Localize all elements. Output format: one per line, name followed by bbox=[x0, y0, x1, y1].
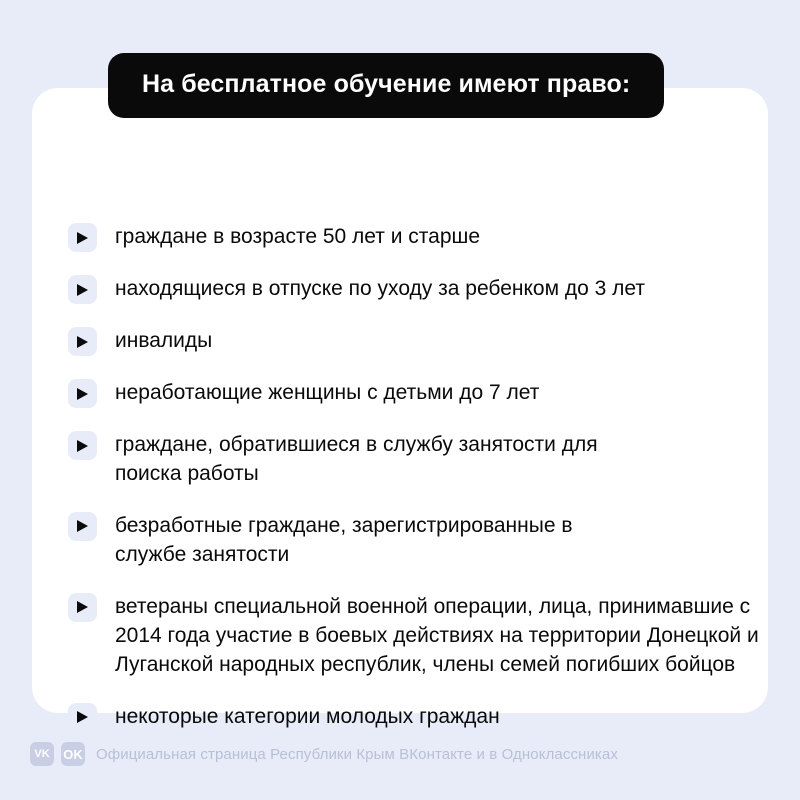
list-item bbox=[68, 702, 768, 732]
title-banner bbox=[108, 53, 664, 118]
footer-label: Официальная страница Республики Крым ВКонтакте и в Одноклассниках bbox=[96, 745, 618, 763]
list-item bbox=[68, 430, 768, 489]
play-triangle-icon bbox=[68, 223, 97, 252]
list-item-label: безработные граждане, зарегистрированные в службе занятости bbox=[115, 513, 573, 567]
page-title: На бесплатное обучение имеют право: bbox=[142, 70, 631, 98]
play-triangle-icon bbox=[68, 275, 97, 304]
list-item-label: некоторые категории молодых граждан bbox=[115, 704, 500, 728]
play-triangle-icon bbox=[68, 703, 97, 732]
list-item bbox=[68, 222, 768, 252]
list-item-label: ветераны специальной военной операции, лица, принимавшие с 2014 года участие в боевых действиях на территории Донецкой и Луганской народных республик, члены семей погибших бойцов bbox=[115, 594, 759, 677]
list-item bbox=[68, 326, 768, 356]
list-item bbox=[68, 274, 768, 304]
list-item bbox=[68, 592, 768, 680]
list-item-label: неработающие женщины с детьми до 7 лет bbox=[115, 381, 540, 404]
play-triangle-icon bbox=[68, 431, 97, 460]
list-item-label: граждане, обратившиеся в службу занятости для поиска работы bbox=[115, 433, 598, 486]
vk-icon[interactable]: VK bbox=[30, 742, 54, 766]
play-triangle-icon bbox=[68, 593, 97, 622]
play-triangle-icon bbox=[68, 512, 97, 541]
list-item-label: находящиеся в отпуске по уходу за ребенком до 3 лет bbox=[115, 277, 645, 300]
play-triangle-icon bbox=[68, 327, 97, 356]
play-triangle-icon bbox=[68, 379, 97, 408]
list-item bbox=[68, 378, 768, 408]
list-item bbox=[68, 511, 768, 570]
eligibility-list bbox=[68, 222, 768, 754]
list-item-label: инвалиды bbox=[115, 329, 213, 352]
list-item-label: граждане в возрасте 50 лет и старше bbox=[115, 225, 481, 248]
footer bbox=[0, 742, 800, 766]
ok-icon[interactable]: OK bbox=[61, 742, 85, 766]
